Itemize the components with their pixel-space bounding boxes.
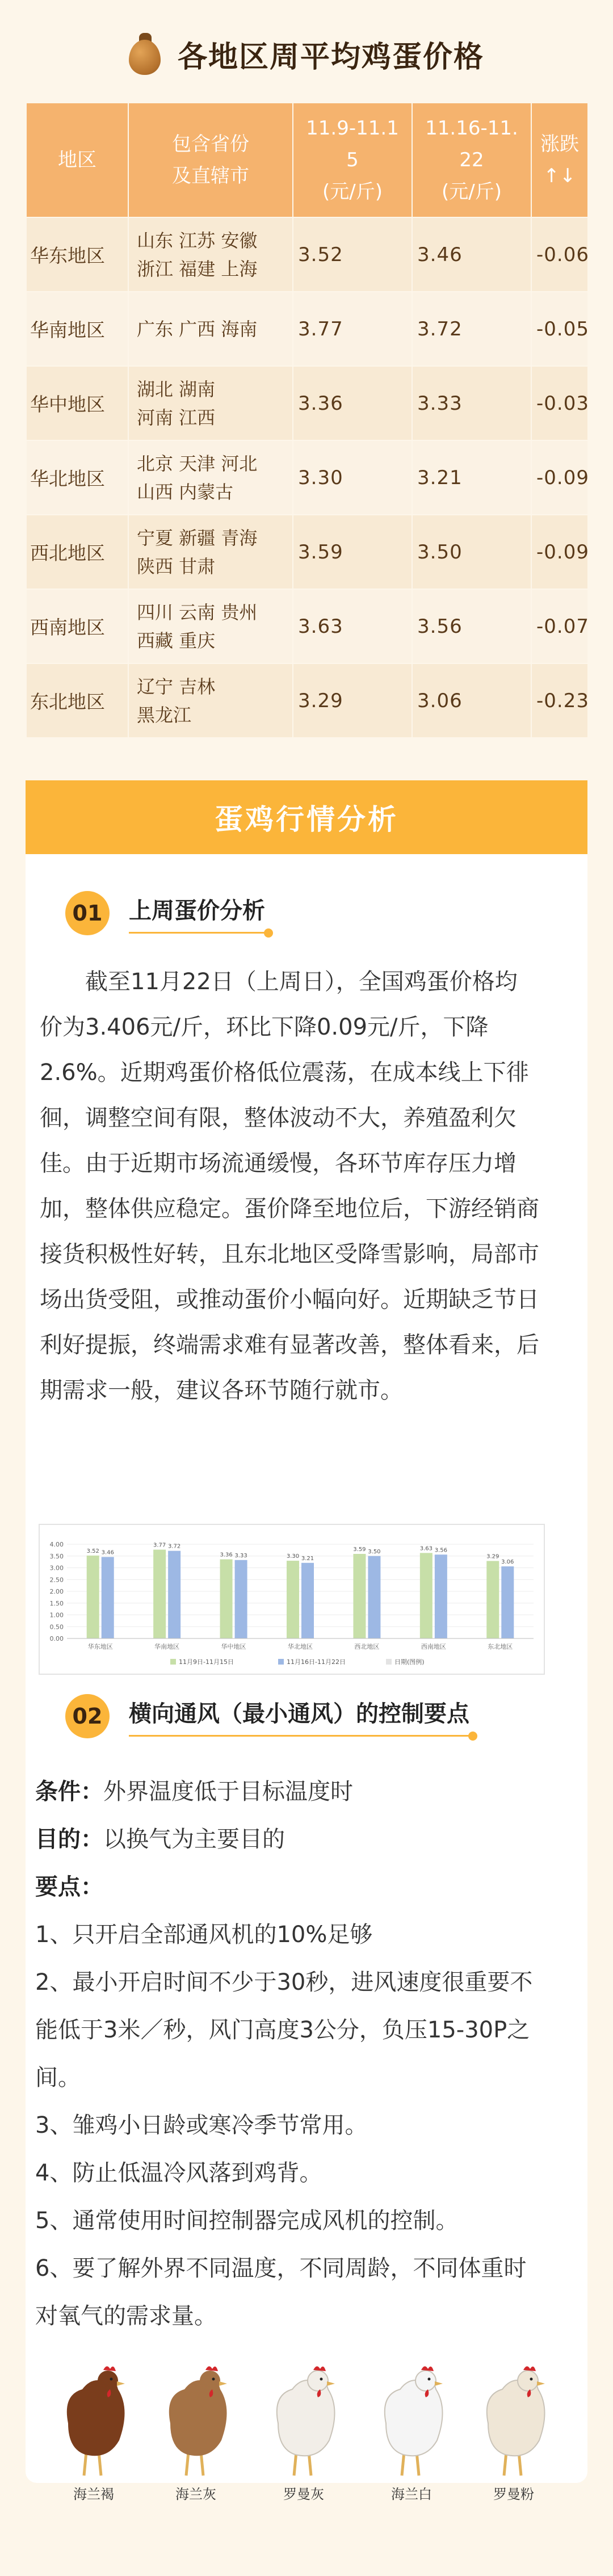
point-4: 4、防止低温冷风落到鸡背。 xyxy=(35,2160,322,2186)
bar-week2 xyxy=(501,1566,514,1638)
chicken-figure xyxy=(261,2355,346,2502)
section-2-title: 横向通风（最小通风）的控制要点 xyxy=(129,1696,469,1737)
bar-week1 xyxy=(353,1554,366,1638)
bar-week1 xyxy=(420,1553,433,1638)
bar-week1 xyxy=(287,1561,299,1638)
section-1-paragraph: 截至11月22日（上周日），全国鸡蛋价格均价为3.406元/斤，环比下降0.09元/斤，下降2.6%。近期鸡蛋价格低位震荡，在成本线上下徘徊，调整空间有限，整体波动不大，养殖盈利欠佳。由于近期市场流通缓慢，各环节库存压力增加，整体供应稳定。蛋价降至地位后，下游经销商接货积极性好转，且东北地区受降雪影响，局部市场出货受阻，或推动蛋价小幅向好。近期缺乏节日利好提振，终端需求难有显著改善，整体看来，后期需求一般，建议各环节随行就市。 xyxy=(40,969,539,1403)
bar-week2 xyxy=(435,1554,447,1638)
cell-provinces: 湖北 湖南 河南 江西 xyxy=(128,366,293,440)
chicken-figure xyxy=(153,2355,238,2502)
table-row xyxy=(26,366,588,440)
cell-change: -0.03 xyxy=(531,366,588,440)
chicken-icon xyxy=(369,2355,454,2480)
cell-week1-price: 3.63 xyxy=(293,589,412,663)
chicken-figure xyxy=(369,2355,454,2502)
cell-change: -0.06 xyxy=(531,217,588,292)
egg-price-table xyxy=(26,102,589,738)
bar-week2 xyxy=(368,1556,380,1638)
table-row xyxy=(26,663,588,738)
y-tick-label: 1.50 xyxy=(49,1599,64,1607)
legend-label: 11月16日-11月22日 xyxy=(287,1658,346,1666)
y-tick-label: 4.00 xyxy=(49,1541,64,1548)
cell-provinces: 四川 云南 贵州 西藏 重庆 xyxy=(128,589,293,663)
bar-week2 xyxy=(102,1557,114,1638)
chicken-icon xyxy=(471,2355,556,2480)
data-label: 3.33 xyxy=(234,1552,247,1559)
cell-region: 华东地区 xyxy=(26,217,128,292)
table-row xyxy=(26,292,588,366)
chicken-breeds-row xyxy=(51,2355,562,2502)
cell-region: 华南地区 xyxy=(26,292,128,366)
cell-week1-price: 3.36 xyxy=(293,366,412,440)
condition-line: 条件：外界温度低于目标温度时 xyxy=(35,1779,353,1805)
bar-week2 xyxy=(235,1560,247,1638)
bar-week1 xyxy=(153,1550,166,1638)
y-tick-label: 3.50 xyxy=(49,1552,64,1560)
bar-week2 xyxy=(301,1563,314,1638)
point-5: 5、通常使用时间控制器完成风机的控制。 xyxy=(35,2208,459,2234)
cell-change: -0.09 xyxy=(531,440,588,515)
data-label: 3.29 xyxy=(486,1553,499,1560)
point-3: 3、雏鸡小日龄或寒冷季节常用。 xyxy=(35,2112,368,2138)
y-tick-label: 0.00 xyxy=(49,1635,64,1642)
point-6: 6、要了解外界不同温度，不同周龄，不同体重时对氧气的需求量。 xyxy=(35,2255,527,2329)
data-label: 3.77 xyxy=(153,1542,166,1549)
bar-week1 xyxy=(87,1556,99,1638)
cell-week1-price: 3.59 xyxy=(293,515,412,589)
page-header xyxy=(0,0,613,108)
x-tick-label: 华东地区 xyxy=(87,1643,113,1650)
cell-provinces: 北京 天津 河北 山西 内蒙古 xyxy=(128,440,293,515)
bar-week2 xyxy=(168,1551,180,1638)
price-bar-chart xyxy=(39,1524,545,1675)
cell-provinces: 辽宁 吉林 黑龙江 xyxy=(128,663,293,738)
bar-week1 xyxy=(220,1560,233,1638)
points-label: 要点： xyxy=(35,1874,103,1900)
cell-week1-price: 3.30 xyxy=(293,440,412,515)
cell-week2-price: 3.72 xyxy=(412,292,531,366)
section-1-title: 上周蛋价分析 xyxy=(129,893,265,934)
point-1: 1、只开启全部通风机的10%足够 xyxy=(35,1922,373,1948)
x-tick-label: 华北地区 xyxy=(288,1643,313,1650)
header-week2: 11.16-11. 22 (元/斤) xyxy=(412,103,531,217)
cell-week1-price: 3.52 xyxy=(293,217,412,292)
section-2-number: 02 xyxy=(65,1694,110,1738)
data-label: 3.30 xyxy=(286,1553,300,1560)
data-label: 3.59 xyxy=(353,1547,366,1553)
chicken-breed-label: 海兰褐 xyxy=(73,2486,114,2502)
data-label: 3.46 xyxy=(101,1549,114,1556)
cell-week2-price: 3.50 xyxy=(412,515,531,589)
legend-swatch xyxy=(278,1659,284,1665)
acorn-egg-icon xyxy=(129,33,161,75)
chicken-breed-label: 海兰白 xyxy=(391,2486,432,2502)
legend-label: 日期(图例) xyxy=(394,1658,425,1666)
price-bar-chart-svg xyxy=(40,1525,544,1674)
y-tick-label: 2.50 xyxy=(49,1576,64,1584)
chicken-breed-label: 罗曼粉 xyxy=(493,2486,534,2502)
header-provinces: 包含省份 及直辖市 xyxy=(128,103,293,217)
data-label: 3.06 xyxy=(501,1559,514,1566)
cell-region: 西北地区 xyxy=(26,515,128,589)
table-row xyxy=(26,440,588,515)
cell-change: -0.05 xyxy=(531,292,588,366)
analysis-banner xyxy=(26,780,587,854)
cell-change: -0.07 xyxy=(531,589,588,663)
legend-label: 11月9日-11月15日 xyxy=(179,1658,234,1666)
y-tick-label: 3.00 xyxy=(49,1564,64,1572)
x-tick-label: 东北地区 xyxy=(488,1643,513,1650)
purpose-line: 目的：以换气为主要目的 xyxy=(35,1826,285,1852)
data-label: 3.50 xyxy=(368,1548,381,1555)
section-2-content xyxy=(35,1768,546,2340)
cell-week2-price: 3.56 xyxy=(412,589,531,663)
cell-week2-price: 3.33 xyxy=(412,366,531,440)
legend-swatch xyxy=(386,1659,392,1665)
cell-region: 华中地区 xyxy=(26,366,128,440)
section-2-header xyxy=(65,1694,469,1738)
cell-week1-price: 3.77 xyxy=(293,292,412,366)
cell-week2-price: 3.21 xyxy=(412,440,531,515)
header-change: 涨跌 ↑↓ xyxy=(531,103,588,217)
section-1-number: 01 xyxy=(65,891,110,935)
y-tick-label: 2.00 xyxy=(49,1588,64,1595)
chicken-icon xyxy=(153,2355,238,2480)
point-2: 2、最小开启时间不少于30秒，进风速度很重要不能低于3米／秒，风门高度3公分，负压15-30P之间。 xyxy=(35,1969,533,2091)
x-tick-label: 西南地区 xyxy=(421,1643,446,1650)
table-row xyxy=(26,589,588,663)
x-tick-label: 华中地区 xyxy=(221,1643,246,1650)
x-tick-label: 西北地区 xyxy=(354,1643,380,1650)
chicken-figure xyxy=(51,2355,136,2502)
cell-provinces: 广东 广西 海南 xyxy=(128,292,293,366)
cell-change: -0.09 xyxy=(531,515,588,589)
table-row xyxy=(26,217,588,292)
chicken-breed-label: 罗曼灰 xyxy=(283,2486,324,2502)
chicken-icon xyxy=(51,2355,136,2480)
data-label: 3.72 xyxy=(168,1543,181,1550)
header-region: 地区 xyxy=(26,103,128,217)
page-title: 各地区周平均鸡蛋价格 xyxy=(177,40,484,74)
cell-change: -0.23 xyxy=(531,663,588,738)
cell-provinces: 山东 江苏 安徽 浙江 福建 上海 xyxy=(128,217,293,292)
section-1-header xyxy=(65,891,265,935)
analysis-banner-title: 蛋鸡行情分析 xyxy=(215,803,398,836)
y-tick-label: 1.00 xyxy=(49,1611,64,1619)
data-label: 3.56 xyxy=(434,1547,447,1554)
cell-week2-price: 3.46 xyxy=(412,217,531,292)
cell-week2-price: 3.06 xyxy=(412,663,531,738)
chicken-figure xyxy=(471,2355,556,2502)
bar-week1 xyxy=(486,1561,499,1638)
cell-week1-price: 3.29 xyxy=(293,663,412,738)
data-label: 3.21 xyxy=(301,1555,314,1562)
header-week1: 11.9-11.1 5 (元/斤) xyxy=(293,103,412,217)
cell-region: 东北地区 xyxy=(26,663,128,738)
cell-region: 华北地区 xyxy=(26,440,128,515)
table-row xyxy=(26,515,588,589)
data-label: 3.63 xyxy=(419,1545,433,1552)
chicken-breed-label: 海兰灰 xyxy=(175,2486,216,2502)
cell-provinces: 宁夏 新疆 青海 陕西 甘肃 xyxy=(128,515,293,589)
x-tick-label: 华南地区 xyxy=(154,1643,180,1650)
cell-region: 西南地区 xyxy=(26,589,128,663)
data-label: 3.52 xyxy=(86,1548,99,1554)
y-tick-label: 0.50 xyxy=(49,1623,64,1631)
data-label: 3.36 xyxy=(220,1552,233,1558)
legend-swatch xyxy=(170,1659,176,1665)
chicken-icon xyxy=(261,2355,346,2480)
